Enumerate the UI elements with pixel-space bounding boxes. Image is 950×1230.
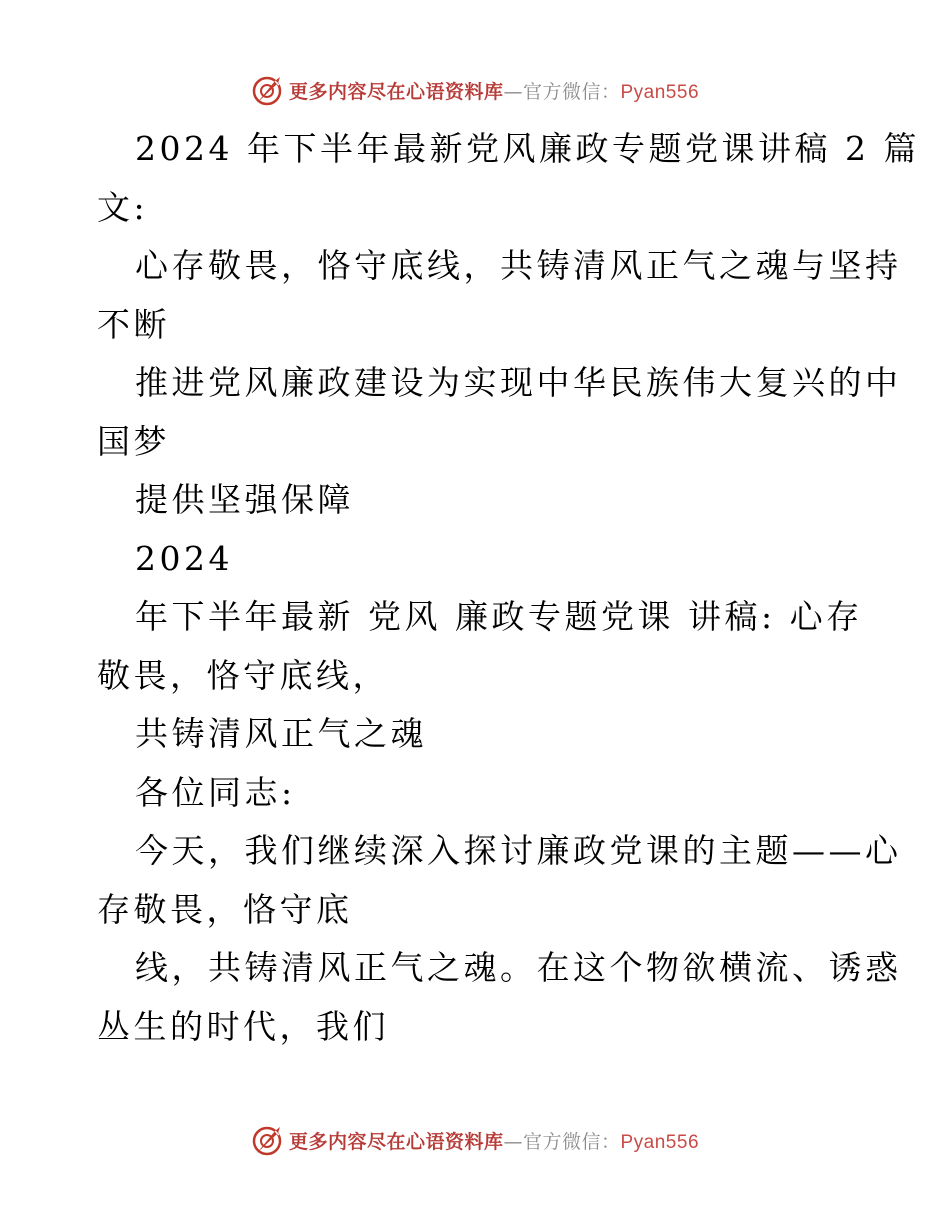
subtitle-line-4: 国梦 <box>97 421 170 461</box>
subtitle-line-5: 提供坚强保障 <box>135 480 354 519</box>
footer-banner <box>0 1118 950 1162</box>
pen-logo-icon <box>251 1123 285 1157</box>
header-wechat-id: Pyan556 <box>620 81 700 103</box>
subtitle-line-1: 心存敬畏，恪守底线，共铸清风正气之魂与坚持 <box>135 246 902 285</box>
header-wechat-label: 官方微信： <box>522 80 621 103</box>
paragraph-line-4: 丛生的时代，我们 <box>97 1006 389 1046</box>
subtitle-line-2: 不断 <box>97 304 170 344</box>
year-line: 2024 <box>135 538 233 578</box>
pen-logo-icon <box>251 73 285 107</box>
heading-line-2: 敬畏，恪守底线， <box>97 655 389 695</box>
footer-dash: — <box>503 1130 523 1153</box>
salutation-line: 各位同志: <box>135 772 296 812</box>
document-body <box>97 120 920 1056</box>
paragraph-line-2: 存敬畏，恪守底 <box>97 889 353 929</box>
heading-line-3: 共铸清风正气之魂 <box>135 714 427 753</box>
footer-wechat-id: Pyan556 <box>620 1131 700 1153</box>
heading-line-1: 年下半年最新 党风 廉政专题党课 讲稿: 心存 <box>135 597 863 636</box>
header-dash: — <box>503 80 523 103</box>
footer-wechat-label: 官方微信： <box>522 1130 621 1153</box>
doc-title-line-1: 2024 年下半年最新党风廉政专题党课讲稿 2 篇 <box>135 129 920 168</box>
header-site-name: 更多内容尽在心语资料库 <box>288 80 504 103</box>
footer-site-name: 更多内容尽在心语资料库 <box>288 1130 504 1153</box>
paragraph-line-1: 今天，我们继续深入探讨廉政党课的主题——心 <box>135 831 902 870</box>
paragraph-line-3: 线，共铸清风正气之魂。在这个物欲横流、诱惑 <box>135 948 902 987</box>
subtitle-line-3: 推进党风廉政建设为实现中华民族伟大复兴的中 <box>135 363 902 402</box>
doc-title-line-2: 文: <box>97 187 149 227</box>
header-banner <box>0 68 950 112</box>
